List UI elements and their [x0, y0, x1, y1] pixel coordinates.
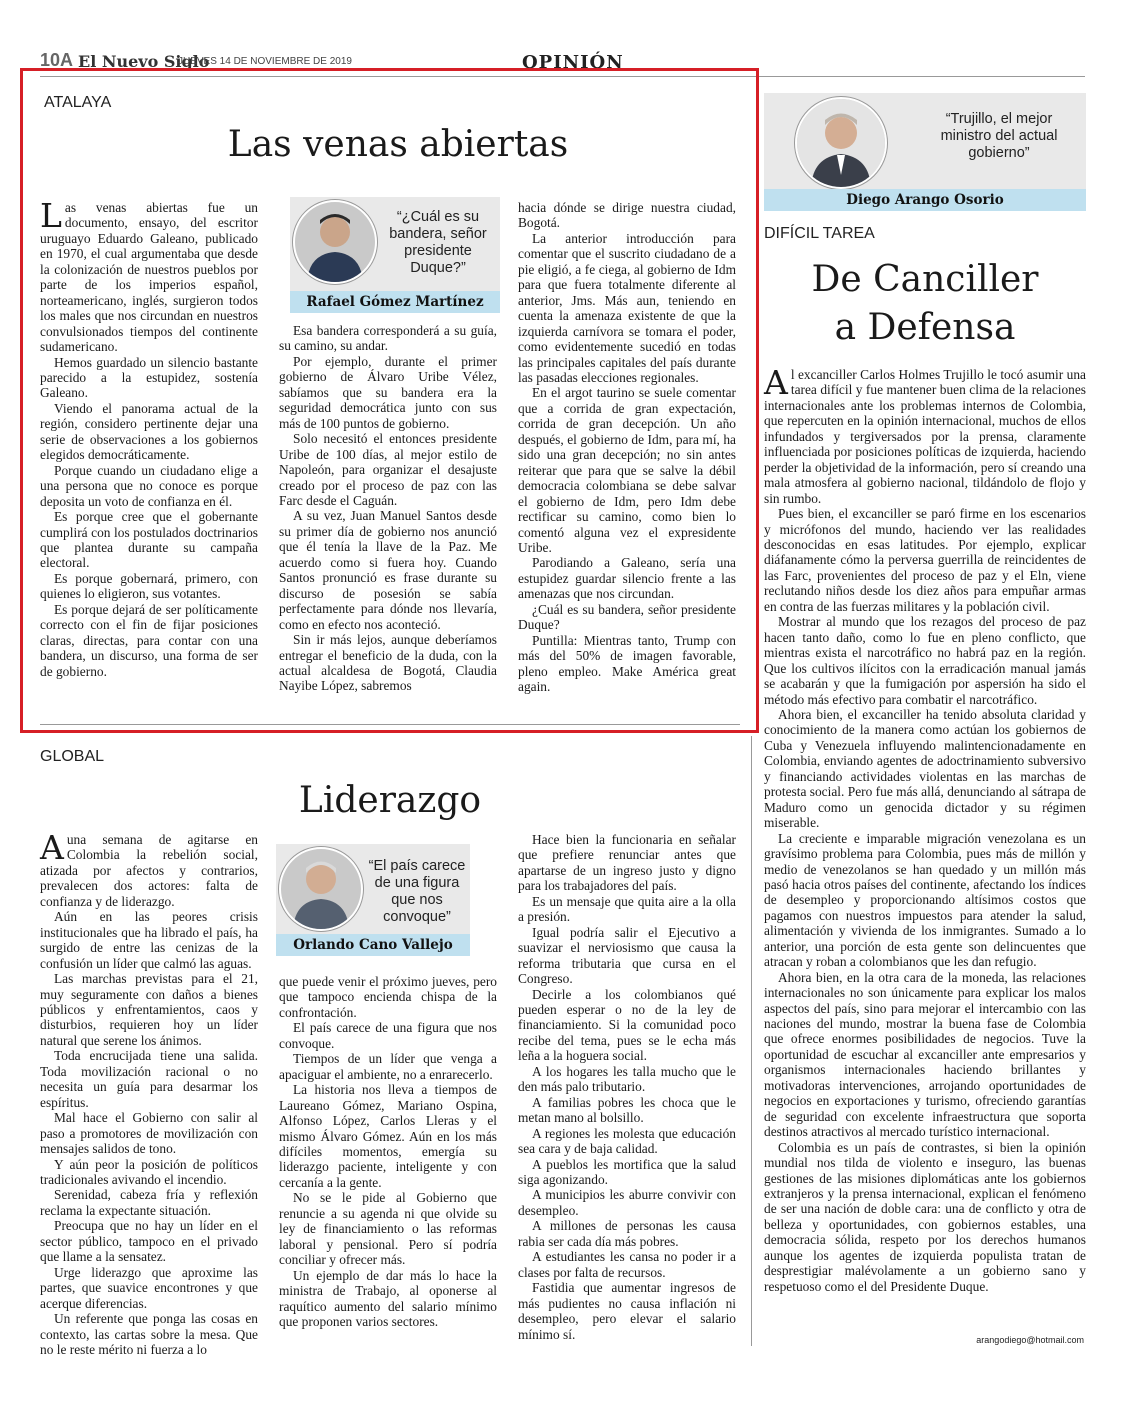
paragraph: Tiempos de un líder que venga a apaciguar el ambiente, no a enrarecerlo. [279, 1051, 497, 1082]
pull-quote-text: “Trujillo, el mejor ministro del actual gobierno” [940, 111, 1058, 161]
highlight-box [20, 68, 759, 733]
paragraph: que puede venir el próximo jueves, pero que tampoco encienda chispa de la confrontación. [279, 974, 497, 1020]
paragraph: A familias pobres les choca que le metan mano al bolsillo. [518, 1094, 736, 1126]
paragraph: Aún en las peores crisis institucionales que ha librado el país, ha surgido de entre las cenizas de la confusión un líder que calmó las aguas. [40, 909, 258, 971]
global-pull-quote-box [276, 844, 470, 956]
paragraph: Decirle a los colombianos qué pueden esperar o no de la ley de financiamiento. Si la comunidad poco recibe del tema, pues se le echa más leña a la hoguera social. [518, 986, 736, 1064]
portrait-icon [281, 849, 361, 929]
paragraph: ¿Cuál es su bandera, señor presidente Duque? [518, 601, 736, 633]
drop-cap: A [40, 828, 64, 867]
author-byline: Rafael Gómez Martínez [290, 291, 500, 313]
paragraph: En el argot taurino se suele comentar que a corrida de gran expectación, corrida de gran decepción. Un año después, el gobierno de Idm, para mí, ha sido una gran decepción; no sin antes reiterar que para que se salve la débil democracia colombiana se debe salvar el gobierno de Idm, pero Idm debe rectificar su camino, como bien lo comentó alguna vez el expresidente Uribe. [518, 385, 736, 555]
paragraph: Sin ir más lejos, aunque deberíamos entregar el beneficio de la duda, con la actual alcaldesa de Bogotá, Claudia Nayibe López, sabremos [279, 632, 497, 694]
drop-cap: L [40, 196, 62, 235]
paragraph: Igual podría salir el Ejecutivo a suavizar el nerviosismo que causa la reforma tributaria que cursa en el Congreso. [518, 924, 736, 987]
dificil-column [764, 363, 1086, 1294]
paragraph: La anterior introducción para comentar que el suscrito ciudadano de a pie eligió, a fe ciega, al gobierno de Idm para que fuera totalmente diferente al anterior, Jms. Más aun, teniendo en cuenta la amenaza existente de que la izquierda carnívora se tomara el poder, como evidentemente sucedió en todas las principales capitales del país durante las pasadas elecciones regionales. [518, 230, 736, 385]
paragraph: A regiones les molesta que educación sea cara y de baja calidad. [518, 1125, 736, 1157]
atalaya-headline: Las venas abiertas [227, 124, 569, 165]
pull-quote-text: “¿Cuál es su bandera, señor presidente Duque?” [389, 209, 487, 276]
portrait-icon [797, 99, 885, 187]
paragraph: Las marchas previstas para el 21, muy seguramente con daños a bienes públicos y enfrentamientos, caos y disturbios, requieren hoy un líder natural que serene los ánimos. [40, 971, 258, 1048]
author-photo [279, 847, 363, 931]
paragraph: Por ejemplo, durante el primer gobierno de Álvaro Uribe Vélez, sabíamos que su bandera era la seguridad democrática junto con sus más de 100 puntos de gobierno. [279, 353, 497, 431]
paragraph: El país carece de una figura que nos convoque. [279, 1020, 497, 1051]
global-kicker: GLOBAL [40, 748, 105, 765]
paragraph: Parodiando a Galeano, sería una estupidez guardar silencio frente a las amenazas que nos circundan. [518, 555, 736, 602]
global-column-2 [279, 974, 497, 1329]
paragraph: Colombia es un país de contrastes, si bien la opinión mundial nos tilda de violento e inseguro, las buenas gestiones de las misiones diplomáticas ante los gobiernos extranjeros y la prensa internacional, explican el fenómeno de ser una nación de doble cara: una de conflicto y otra de belleza y oportunidades, con gobiernos estables, una democracia sólida, respeto por los derechos humanos aunque los agentes de izquierda populista tratan de desprestigiar malévolamente a un gobierno sano y respetuoso como el del Presidente Duque. [764, 1139, 1086, 1294]
column-rule [751, 736, 752, 1346]
paragraph: Es porque gobernará, primero, con quienes lo eligieron, sus votantes. [40, 570, 258, 602]
paper-date: JUEVES 14 DE NOVIEMBRE DE 2019 [178, 56, 352, 67]
author-email: arangodiego@hotmail.com [976, 1335, 1084, 1345]
paragraph: Es porque cree que el gobernante cumplirá con los postulados doctrinarios que plantea durante su campaña electoral. [40, 509, 258, 571]
paragraph: Porque cuando un ciudadano elige a una persona que no conoce es porque deposita un voto de confianza en él. [40, 462, 258, 509]
paragraph: Viendo el panorama actual de la región, considero pertinente dejar una serie de observaciones a los gobiernos elegidos democráticamente. [40, 400, 258, 463]
global-column-1 [40, 828, 258, 1357]
paragraph: A los hogares les talla mucho que le den más palo tributario. [518, 1063, 736, 1095]
section-name: OPINIÓN [522, 52, 624, 73]
paragraph: Es porque dejará de ser políticamente correcto con el fin de fijar posiciones claras, directas, para contar con una bandera, un discurso, una forma de ser de gobierno. [40, 601, 258, 679]
paragraph: Mostrar al mundo que los rezagos del proceso de paz hacen tanto daño, como lo fue en pleno conflicto, que mientras exista el narcotráfico no habrá paz en la región. Que los cultivos ilícitos con la erradicación manual jamás se acabarán y que la fumigación por aspersión ha sido el método más efectivo para combatir el narcotráfico. [764, 614, 1086, 707]
paragraph: Puntilla: Mientras tanto, Trump con más del 50% de imagen favorable, pleno empleo. Make América great again. [518, 632, 736, 695]
paragraph: Ahora bien, en la otra cara de la moneda, las relaciones internacionales no son únicamente para explicar los malos aspectos del país, sino para mejorar el intercambio con las naciones del mundo, mostrar la buena fase de Colombia que ofrece enormes posibilidades de negocios. Tuve la oportunidad de escuchar al excanciller ante empresarios y organismos internacionales haciendo brillantes y motivadoras intervenciones, arrojando oportunidades de negocios en exportaciones y turismo, ofreciendo garantías de seguridad con excelente infraestructura que soporta destinos atractivos al mercado turístico internacional. [764, 969, 1086, 1140]
global-headline: Liderazgo [298, 780, 482, 821]
dificil-kicker: DIFÍCIL TAREA [764, 225, 875, 242]
paragraph: A estudiantes les cansa no poder ir a clases por falta de recursos. [518, 1249, 736, 1280]
author-byline: Diego Arango Osorio [764, 189, 1086, 211]
global-column-3 [518, 832, 736, 1342]
pull-quote-text: “El país carece de una figura que nos convoque” [368, 858, 466, 925]
paragraph: Las venas abiertas fue un documento, ensayo, del escritor uruguayo Eduardo Galeano, publicado en 1970, el cual argumentaba que desde la colonización de nuestros pueblos por parte de los imperios español, norteamericano, inglés, surgieron todos los males que nos circundan en nuestros convulsionados tiempos del continente sudamericano. [40, 196, 258, 355]
paragraph: Pues bien, el excanciller se paró firme en los escenarios y micrófonos del mundo, haciendo ver las realidades desconocidas en esas latitudes. Por ejemplo, explicar diáfanamente cómo la perversa guerrilla de reincidentes de las Farc, provenientes del proceso de paz y el Eln, viene reclutando niños desde los diez años para empuñar armas en contra de las fuerzas militares y la población civil. [764, 506, 1086, 614]
paragraph: La creciente e imparable migración venezolana es un gravísimo problema para Colombia, pues más de millón y medio de venezolanos se han quedado y un millón más pasó hacia otros países del continente, afectando los índices de desempleo y proporcionando altísimos costos que pagamos con nuestros impuestos para atender la salud, alimentación y vivienda de los inmigrantes. Sumado a lo anterior, una porción de esta gente son delincuentes que atracan y roban a colombianos que les dan refugio. [764, 830, 1086, 970]
paragraph: Es un mensaje que quita aire a la olla a presión. [518, 893, 736, 925]
paragraph: A millones de personas les causa rabia ser cada día más pobres. [518, 1218, 736, 1249]
paragraph: Preocupa que no hay un líder en el sector público, tampoco en el privado que llame a la sensatez. [40, 1218, 258, 1265]
headline-line: a Defensa [834, 307, 1016, 348]
paragraph: A municipios les aburre convivir con desempleo. [518, 1187, 736, 1218]
paragraph: Ahora bien, el excanciller ha tenido absoluta claridad y conocimiento de la manera como actúan los gobiernos de Cuba y Venezuela influyendo malintencionadamente en Colombia, enviando agentes de adoctrinamiento subversivo y financiando actividades violentas en las marchas de protesta social. Pero fue más allá, denunciando al sátrapa de Maduro como un genocida dictador y su régimen miserable. [764, 706, 1086, 831]
page-number: 10A [40, 50, 74, 70]
paragraph: La historia nos lleva a tiempos de Laureano Gómez, Mariano Ospina, Alfonso López, Carlos Lleras y el mismo Álvaro Gómez. Aún en los más difíciles momentos, emergía su liderazgo paciente, inteligente y con cercanía a la gente. [279, 1082, 497, 1190]
paragraph: A su vez, Juan Manuel Santos desde su primer día de gobierno nos anunció que él tenía la llave de la Paz. Me acuerdo como si fuera hoy. Cuando Santos pronunció es frase durante su discurso de posesión se sabía perfectamente para dónde nos llevaría, como en efecto nos aconteció. [279, 508, 497, 632]
paragraph: Solo necesitó el entonces presidente Uribe de 100 días, al mejor estilo de Napoleón, para organizar el desajuste creado por el proceso de paz con las Farc desde el Caguán. [279, 431, 497, 508]
paragraph: A pueblos les mortifica que la salud siga agonizando. [518, 1156, 736, 1187]
author-byline: Orlando Cano Vallejo [276, 934, 470, 956]
paper-name: El Nuevo Siglo [78, 52, 210, 71]
author-photo [795, 97, 887, 189]
atalaya-kicker: ATALAYA [44, 94, 112, 111]
paragraph: Y aún peor la posición de políticos tradicionales avivando el incendio. [40, 1156, 258, 1187]
paragraph: Urge liderazgo que aproxime las partes, que suavice encontrones y que acerque diferencias. [40, 1264, 258, 1311]
paragraph: Un referente que ponga las cosas en contexto, las cartas sobre la mesa. Que no le reste mérito ni fuerza a lo [40, 1311, 258, 1357]
headline-line: De Canciller [811, 259, 1039, 300]
paragraph: Mal hace el Gobierno con salir al paso a promotores de movilización con mensajes salidos de tono. [40, 1110, 258, 1157]
dificil-headline [764, 256, 1086, 352]
paragraph: Serenidad, cabeza fría y reflexión reclama la expectante situación. [40, 1187, 258, 1218]
paragraph: Hemos guardado un silencio bastante parecido a la estupidez, sostenía Galeano. [40, 354, 258, 401]
paragraph: hacia dónde se dirige nuestra ciudad, Bogotá. [518, 200, 736, 231]
dificil-pull-quote-box [764, 93, 1086, 211]
paragraph: Hace bien la funcionaria en señalar que prefiere renunciar antes que apartarse de un ingreso justo y digno para los trabajadores del país. [518, 832, 736, 894]
paragraph: Esa bandera corresponderá a su guía, su camino, su andar. [279, 323, 497, 354]
paragraph: Un ejemplo de dar más lo hace la ministra de Trabajo, al oponerse al raquítico aumento del salario mínimo que proponen varios sectores. [279, 1267, 497, 1329]
paragraph: Fastidia que aumentar ingresos de más pudientes no causa inflación ni desempleo, pero elevar el salario mínimo sí. [518, 1280, 736, 1342]
paragraph: No se le pide al Gobierno que renuncie a su agenda ni que olvide su ley de financiamiento o las reformas laboral y pensional. Pero sí podría conciliar y ofrecer más. [279, 1190, 497, 1268]
paragraph: Al excanciller Carlos Holmes Trujillo le tocó asumir una tarea difícil y fue mantener buen clima de la relaciones internacionales ante los problemas internos de Colombia, que repercuten en la opinión internacional, muchos de ellos infundados y tergiversados por la prensa, claramente influenciada por posiciones políticas de izquierda, haciendo perder la objetividad de la información, pero sí creando una mala atmosfera al gobierno nacional, tildándolo de flojo y sin rumbo. [764, 363, 1086, 506]
paragraph: A una semana de agitarse en Colombia la rebelión social, atizada por afectos y contrarios, prevalecen dos actores: falta de confianza y de liderazgo. [40, 828, 258, 909]
paragraph: Toda encrucijada tiene una salida. Toda movilización racional o no necesita un guía para desarmar los espíritus. [40, 1048, 258, 1110]
drop-cap: A [764, 363, 788, 402]
